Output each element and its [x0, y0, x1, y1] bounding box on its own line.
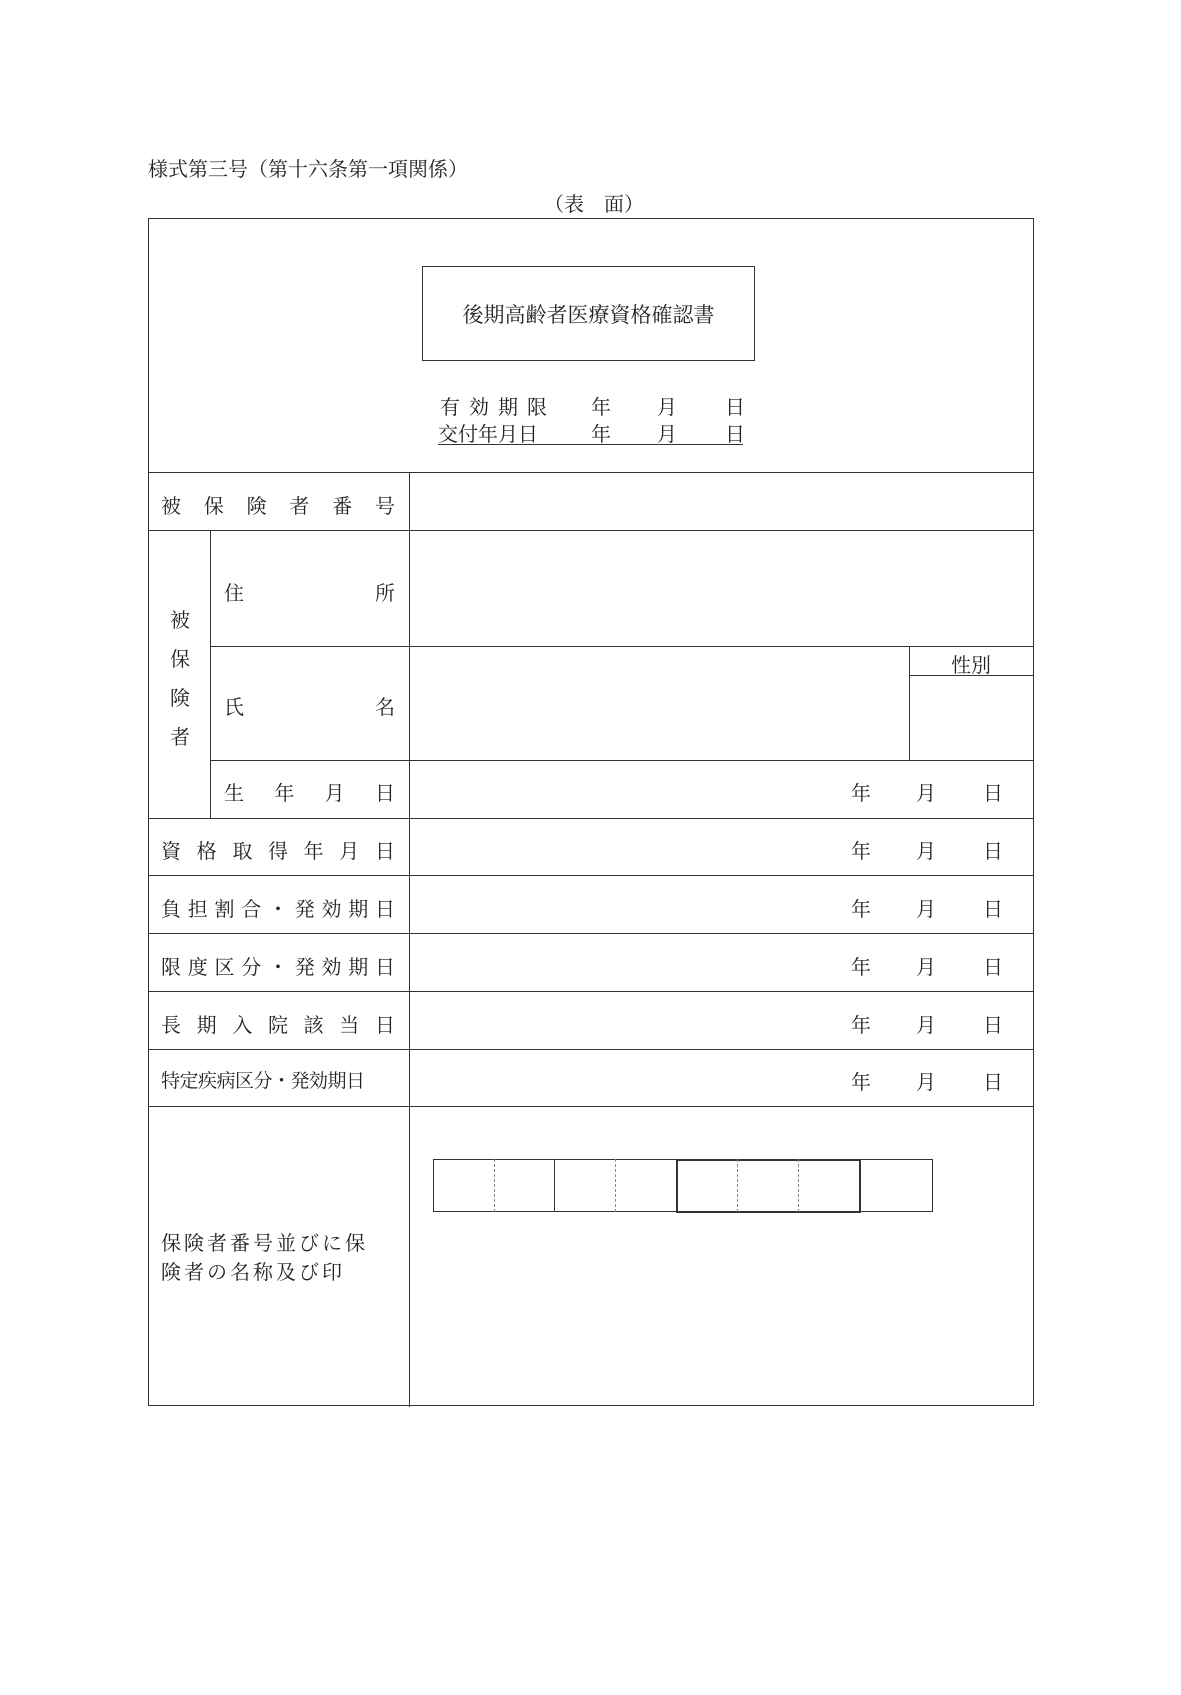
divider: [149, 530, 1033, 531]
birth-date-label: 生 年 月 日: [224, 781, 395, 805]
disease-day-unit: 日: [983, 1070, 1003, 1094]
burden-day-unit: 日: [983, 897, 1003, 921]
divider: [409, 472, 410, 1407]
limit-day-unit: 日: [983, 955, 1003, 979]
disease-year-unit: 年: [851, 1070, 871, 1094]
divider: [149, 875, 1033, 876]
name-label: 氏 名: [224, 695, 395, 719]
specific-disease-label: 特定疾病区分・発効期日: [161, 1070, 365, 1092]
divider: [149, 933, 1033, 934]
divider: [909, 646, 910, 760]
hospital-day-unit: 日: [983, 1013, 1003, 1037]
disease-month-unit: 月: [916, 1070, 936, 1094]
hospital-month-unit: 月: [916, 1013, 936, 1037]
insurer-number-highlight: [676, 1159, 861, 1213]
divider: [149, 818, 1033, 819]
expiry-label: 有 効 期 限: [440, 395, 547, 419]
hospital-year-unit: 年: [851, 1013, 871, 1037]
document-title-box: [422, 266, 755, 361]
divider: [149, 1049, 1033, 1050]
box-dashed-divider: [798, 1159, 799, 1212]
sex-label: 性別: [951, 653, 991, 677]
box-dashed-divider: [615, 1159, 616, 1212]
expiry-day: 日: [725, 395, 745, 419]
issue-year: 年: [591, 422, 611, 446]
box-dashed-divider: [737, 1159, 738, 1212]
qualification-day-unit: 日: [983, 839, 1003, 863]
divider: [149, 1106, 1033, 1107]
burden-ratio-label: 負 担 割 合 ・ 発 効 期 日: [161, 897, 395, 921]
divider: [149, 472, 1033, 473]
document-title: 後期高齢者医療資格確認書: [462, 302, 715, 327]
burden-year-unit: 年: [851, 897, 871, 921]
side-label: （表 面）: [544, 192, 644, 216]
qualification-form: [148, 218, 1034, 1406]
limit-month-unit: 月: [916, 955, 936, 979]
burden-month-unit: 月: [916, 897, 936, 921]
form-number: 様式第三号（第十六条第一項関係）: [148, 157, 468, 181]
insured-number-label: 被 保 険 者 番 号: [161, 494, 395, 518]
address-label: 住 所: [224, 581, 395, 605]
birth-year-unit: 年: [851, 781, 871, 805]
insured-group-label: 被 保 険 者: [170, 608, 190, 749]
divider: [210, 760, 1033, 761]
box-divider: [554, 1159, 555, 1212]
box-dashed-divider: [494, 1159, 495, 1212]
divider: [149, 991, 1033, 992]
birth-day-unit: 日: [983, 781, 1003, 805]
issue-day: 日: [725, 422, 745, 446]
limit-class-label: 限 度 区 分 ・ 発 効 期 日: [161, 955, 395, 979]
qualification-date-label: 資 格 取 得 年 月 日: [161, 839, 395, 863]
birth-month-unit: 月: [916, 781, 936, 805]
divider: [210, 530, 211, 818]
limit-year-unit: 年: [851, 955, 871, 979]
expiry-month: 月: [657, 395, 677, 419]
expiry-year: 年: [591, 395, 611, 419]
long-hospitalization-label: 長 期 入 院 該 当 日: [161, 1013, 395, 1037]
issue-month: 月: [657, 422, 677, 446]
issue-date-label: 交付年月日: [438, 422, 538, 446]
qualification-month-unit: 月: [916, 839, 936, 863]
qualification-year-unit: 年: [851, 839, 871, 863]
insurer-label: 保険者番号並びに保 険者の名称及び印: [161, 1231, 368, 1284]
